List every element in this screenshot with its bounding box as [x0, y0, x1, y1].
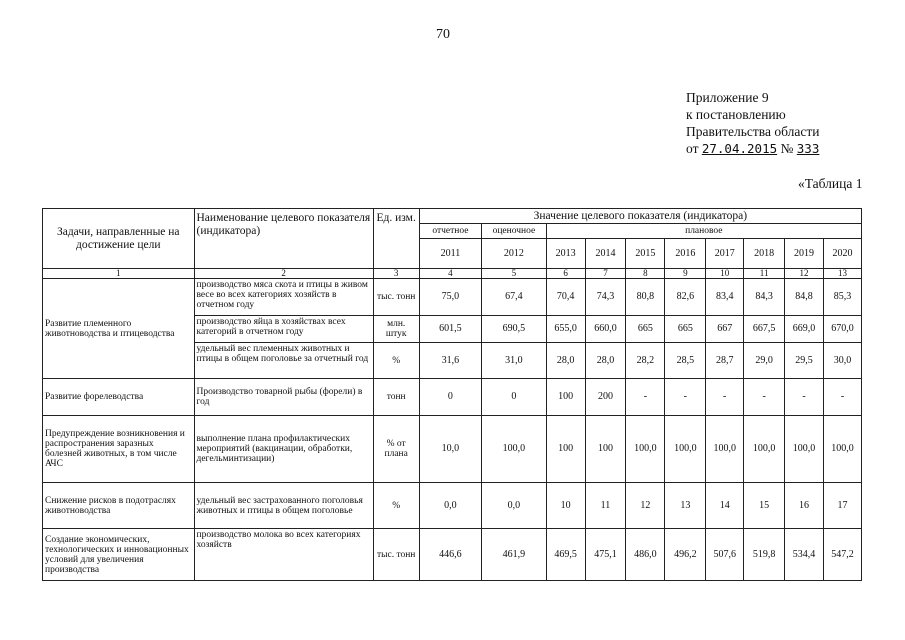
value-cell: 534,4	[785, 529, 824, 581]
column-number: 9	[665, 269, 706, 279]
column-number: 11	[744, 269, 785, 279]
indicator-cell: Производство товарной рыбы (форели) в год	[194, 379, 373, 416]
value-cell: 100,0	[823, 416, 861, 483]
value-cell: 17	[823, 483, 861, 529]
value-cell: 74,3	[585, 279, 626, 316]
value-cell: 667	[706, 316, 744, 343]
year-cell: 2018	[744, 239, 785, 269]
header-estimated: оценочное	[482, 224, 546, 239]
value-cell: 100	[546, 416, 585, 483]
unit-cell: тонн	[373, 379, 419, 416]
value-cell: 100,0	[482, 416, 546, 483]
value-cell: 601,5	[419, 316, 481, 343]
year-cell: 2016	[665, 239, 706, 269]
table-row	[43, 483, 862, 529]
appendix-line-1: Приложение 9	[686, 90, 769, 105]
number-prefix: №	[780, 141, 794, 156]
value-cell: 85,3	[823, 279, 861, 316]
value-cell: 11	[585, 483, 626, 529]
column-number: 2	[194, 269, 373, 279]
table-row	[43, 529, 862, 581]
value-cell: 28,7	[706, 343, 744, 379]
table-row	[43, 279, 862, 316]
value-cell: 0	[482, 379, 546, 416]
decree-number: 333	[796, 141, 820, 156]
value-cell: 30,0	[823, 343, 861, 379]
value-cell: 12	[626, 483, 665, 529]
value-cell: 670,0	[823, 316, 861, 343]
value-cell: -	[626, 379, 665, 416]
indicator-cell: производство мяса скота и птицы в живом весе во всех категориях хозяйств в отчетном году	[194, 279, 373, 316]
value-cell: 28,2	[626, 343, 665, 379]
value-cell: 67,4	[482, 279, 546, 316]
value-cell: 665	[626, 316, 665, 343]
value-cell: 100	[585, 416, 626, 483]
year-cell: 2019	[785, 239, 824, 269]
value-cell: 28,5	[665, 343, 706, 379]
unit-cell: %	[373, 343, 419, 379]
value-cell: 100,0	[785, 416, 824, 483]
value-cell: 10	[546, 483, 585, 529]
column-number: 3	[373, 269, 419, 279]
value-cell: 0,0	[419, 483, 481, 529]
value-cell: 496,2	[665, 529, 706, 581]
column-number: 8	[626, 269, 665, 279]
value-cell: 84,3	[744, 279, 785, 316]
column-number: 5	[482, 269, 546, 279]
value-cell: 667,5	[744, 316, 785, 343]
indicator-cell: производство яйца в хозяйствах всех категорий в отчетном году	[194, 316, 373, 343]
value-cell: -	[823, 379, 861, 416]
appendix-line-2: к постановлению	[686, 107, 786, 122]
column-number: 10	[706, 269, 744, 279]
unit-cell: млн. штук	[373, 316, 419, 343]
column-number: 4	[419, 269, 481, 279]
unit-cell: тыс. тонн	[373, 529, 419, 581]
column-number: 6	[546, 269, 585, 279]
header-planned: плановое	[546, 224, 861, 239]
page-number: 70	[436, 27, 450, 42]
value-cell: 84,8	[785, 279, 824, 316]
indicator-cell: производство молока во всех категориях хозяйств	[194, 529, 373, 581]
value-cell: 475,1	[585, 529, 626, 581]
value-cell: 100,0	[744, 416, 785, 483]
value-cell: 665	[665, 316, 706, 343]
value-cell: 507,6	[706, 529, 744, 581]
value-cell: 15	[744, 483, 785, 529]
appendix-date-line	[686, 140, 819, 157]
decree-date: 27.04.2015	[701, 141, 778, 156]
value-cell: 10,0	[419, 416, 481, 483]
value-cell: 547,2	[823, 529, 861, 581]
year-cell: 2013	[546, 239, 585, 269]
value-cell: 14	[706, 483, 744, 529]
year-cell: 2017	[706, 239, 744, 269]
value-cell: 83,4	[706, 279, 744, 316]
table-row	[43, 416, 862, 483]
value-cell: 0	[419, 379, 481, 416]
column-number: 13	[823, 269, 861, 279]
header-value: Значение целевого показателя (индикатора)	[419, 209, 861, 224]
table-row	[43, 379, 862, 416]
value-cell: 13	[665, 483, 706, 529]
appendix-block	[686, 89, 819, 157]
value-cell: 28,0	[546, 343, 585, 379]
value-cell: 31,0	[482, 343, 546, 379]
column-number: 7	[585, 269, 626, 279]
value-cell: 469,5	[546, 529, 585, 581]
value-cell: -	[665, 379, 706, 416]
value-cell: -	[706, 379, 744, 416]
value-cell: 100,0	[626, 416, 665, 483]
unit-cell: тыс. тонн	[373, 279, 419, 316]
value-cell: -	[785, 379, 824, 416]
column-number: 12	[785, 269, 824, 279]
value-cell: 446,6	[419, 529, 481, 581]
table-label: «Таблица 1	[798, 176, 863, 191]
value-cell: 29,5	[785, 343, 824, 379]
value-cell: -	[744, 379, 785, 416]
task-cell: Развитие племенного животноводства и птицеводства	[43, 279, 195, 379]
indicator-cell: удельный вес застрахованного поголовья животных и птицы в общем поголовье	[194, 483, 373, 529]
value-cell: 82,6	[665, 279, 706, 316]
value-cell: 519,8	[744, 529, 785, 581]
column-number: 1	[43, 269, 195, 279]
value-cell: 669,0	[785, 316, 824, 343]
header-indicator: Наименование целевого показателя (индикатора)	[194, 209, 373, 269]
value-cell: 0,0	[482, 483, 546, 529]
task-cell: Развитие форелеводства	[43, 379, 195, 416]
year-cell: 2012	[482, 239, 546, 269]
unit-cell: %	[373, 483, 419, 529]
value-cell: 660,0	[585, 316, 626, 343]
value-cell: 100,0	[665, 416, 706, 483]
value-cell: 655,0	[546, 316, 585, 343]
value-cell: 80,8	[626, 279, 665, 316]
value-cell: 31,6	[419, 343, 481, 379]
value-cell: 461,9	[482, 529, 546, 581]
year-cell: 2015	[626, 239, 665, 269]
value-cell: 690,5	[482, 316, 546, 343]
indicator-table	[42, 208, 862, 581]
date-prefix: от	[686, 141, 699, 156]
year-cell: 2011	[419, 239, 481, 269]
value-cell: 100,0	[706, 416, 744, 483]
year-cell: 2020	[823, 239, 861, 269]
column-number-row	[43, 269, 862, 279]
value-cell: 100	[546, 379, 585, 416]
value-cell: 70,4	[546, 279, 585, 316]
header-reported: отчетное	[419, 224, 481, 239]
indicator-cell: выполнение плана профилактических мероприятий (вакцинации, обработки, дегельминтизации)	[194, 416, 373, 483]
task-cell: Снижение рисков в подотраслях животноводства	[43, 483, 195, 529]
value-cell: 29,0	[744, 343, 785, 379]
unit-cell: % от плана	[373, 416, 419, 483]
value-cell: 486,0	[626, 529, 665, 581]
value-cell: 200	[585, 379, 626, 416]
task-cell: Создание экономических, технологических и инновационных условий для увеличения производства	[43, 529, 195, 581]
value-cell: 28,0	[585, 343, 626, 379]
task-cell: Предупреждение возникновения и распространения заразных болезней животных, в том числе АЧС	[43, 416, 195, 483]
value-cell: 75,0	[419, 279, 481, 316]
value-cell: 16	[785, 483, 824, 529]
header-unit: Ед. изм.	[373, 209, 419, 269]
appendix-line-3: Правительства области	[686, 124, 820, 139]
indicator-cell: удельный вес племенных животных и птицы в общем поголовье за отчетный год	[194, 343, 373, 379]
header-tasks: Задачи, направленные на достижение цели	[43, 209, 195, 269]
year-cell: 2014	[585, 239, 626, 269]
